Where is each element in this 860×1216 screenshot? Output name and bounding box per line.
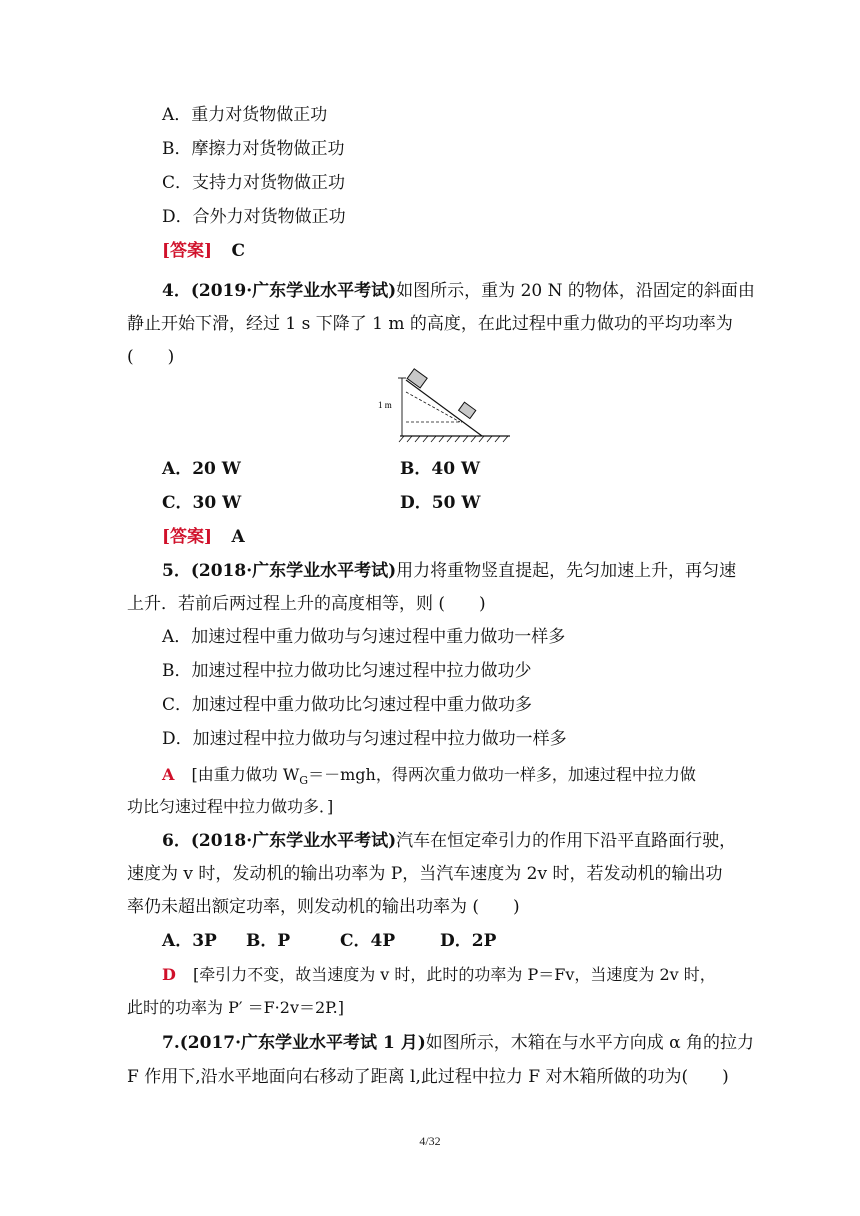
q5-option-c: C．加速过程中重力做功比匀速过程中重力做功多 — [162, 695, 533, 715]
q3-option-d: D．合外力对货物做正功 — [162, 207, 346, 227]
q6-line-3: 率仍未超出额定功率，则发动机的输出功率为 ( ) — [127, 897, 520, 917]
q4-line-2: 静止开始下滑，经过 1 s 下降了 1 m 的高度，在此过程中重力做功的平均功率为 — [127, 314, 733, 334]
q6-option-d: D．2P — [440, 931, 497, 951]
incline-figure — [372, 364, 512, 448]
q6-option-a: A．3P — [162, 931, 217, 951]
q6-number: 6． — [162, 831, 191, 851]
q3-answer-line — [162, 240, 245, 262]
q4-option-a: A．20 W — [162, 459, 241, 479]
q4-line-1 — [162, 280, 755, 302]
q3-option-b: B．摩擦力对货物做正功 — [162, 139, 345, 159]
q4-option-d: D．50 W — [400, 493, 481, 513]
q4-source: (2019·广东学业水平考试) — [190, 281, 397, 301]
q4-number: 4． — [162, 281, 191, 301]
answer-tag: [答案] — [162, 527, 213, 547]
q7-line-1 — [162, 1032, 754, 1054]
q5-text-1: 用力将重物竖直提起，先匀加速上升，再匀速 — [396, 561, 737, 581]
q5-line-2: 上升．若前后两过程上升的高度相等，则 ( ) — [127, 594, 486, 614]
q5-option-a: A．加速过程中重力做功与匀速过程中重力做功一样多 — [162, 627, 566, 647]
q6-text-1: 汽车在恒定牵引力的作用下沿平直路面行驶， — [396, 831, 737, 851]
q6-source: (2018·广东学业水平考试) — [190, 831, 397, 851]
q4-line-3: ( ) — [127, 347, 175, 367]
q4-option-b: B．40 W — [400, 459, 481, 479]
answer-tag: [答案] — [162, 241, 213, 261]
q3-option-c: C．支持力对货物做正功 — [162, 173, 346, 193]
q6-explain-2: 此时的功率为 P′ ＝F·2v＝2P.] — [127, 998, 345, 1017]
q4-answer: A — [231, 527, 245, 547]
q5-source: (2018·广东学业水平考试) — [190, 561, 397, 581]
q6-answer: D — [162, 965, 176, 984]
q4-text-1: 如图所示，重为 20 N 的物体，沿固定的斜面由 — [396, 281, 755, 301]
q7-number-source: 7.(2017·广东学业水平考试 1 月) — [162, 1033, 426, 1053]
q6-line-2: 速度为 v 时，发动机的输出功率为 P，当汽车速度为 2v 时，若发动机的输出功 — [127, 864, 723, 884]
q5-option-d: D．加速过程中拉力做功与匀速过程中拉力做功一样多 — [162, 729, 567, 749]
q7-text-1: 如图所示，木箱在与水平方向成 α 角的拉力 — [425, 1033, 755, 1053]
q5-line-1 — [162, 560, 736, 582]
figure-height-label: 1 m — [378, 400, 392, 410]
q5-number: 5． — [162, 561, 191, 581]
q5-option-b: B．加速过程中拉力做功比匀速过程中拉力做功少 — [162, 661, 532, 681]
q6-explain-1: D [牵引力不变，故当速度为 v 时，此时的功率为 P＝Fv，当速度为 2v 时， — [162, 965, 716, 984]
q7-line-2: F 作用下,沿水平地面向右移动了距离 l,此过程中拉力 F 对木箱所做的功为( ) — [127, 1067, 729, 1087]
q3-answer: C — [231, 241, 246, 261]
q6-line-1 — [162, 830, 736, 852]
q5-answer: A — [162, 765, 175, 784]
q6-option-b: B．P — [246, 931, 291, 951]
q6-option-c: C．4P — [340, 931, 396, 951]
q5-explain-2: 功比匀速过程中拉力做功多．] — [127, 797, 334, 816]
page-number: 4/32 — [419, 1134, 441, 1148]
q3-option-a: A．重力对货物做正功 — [162, 105, 328, 125]
q4-answer-line — [162, 526, 245, 548]
q4-option-c: C．30 W — [162, 493, 242, 513]
q5-explain-1: A [由重力做功 $W_G=-mgh$，得两次重力做功一样多，加速过程中拉力做 — [162, 765, 696, 788]
